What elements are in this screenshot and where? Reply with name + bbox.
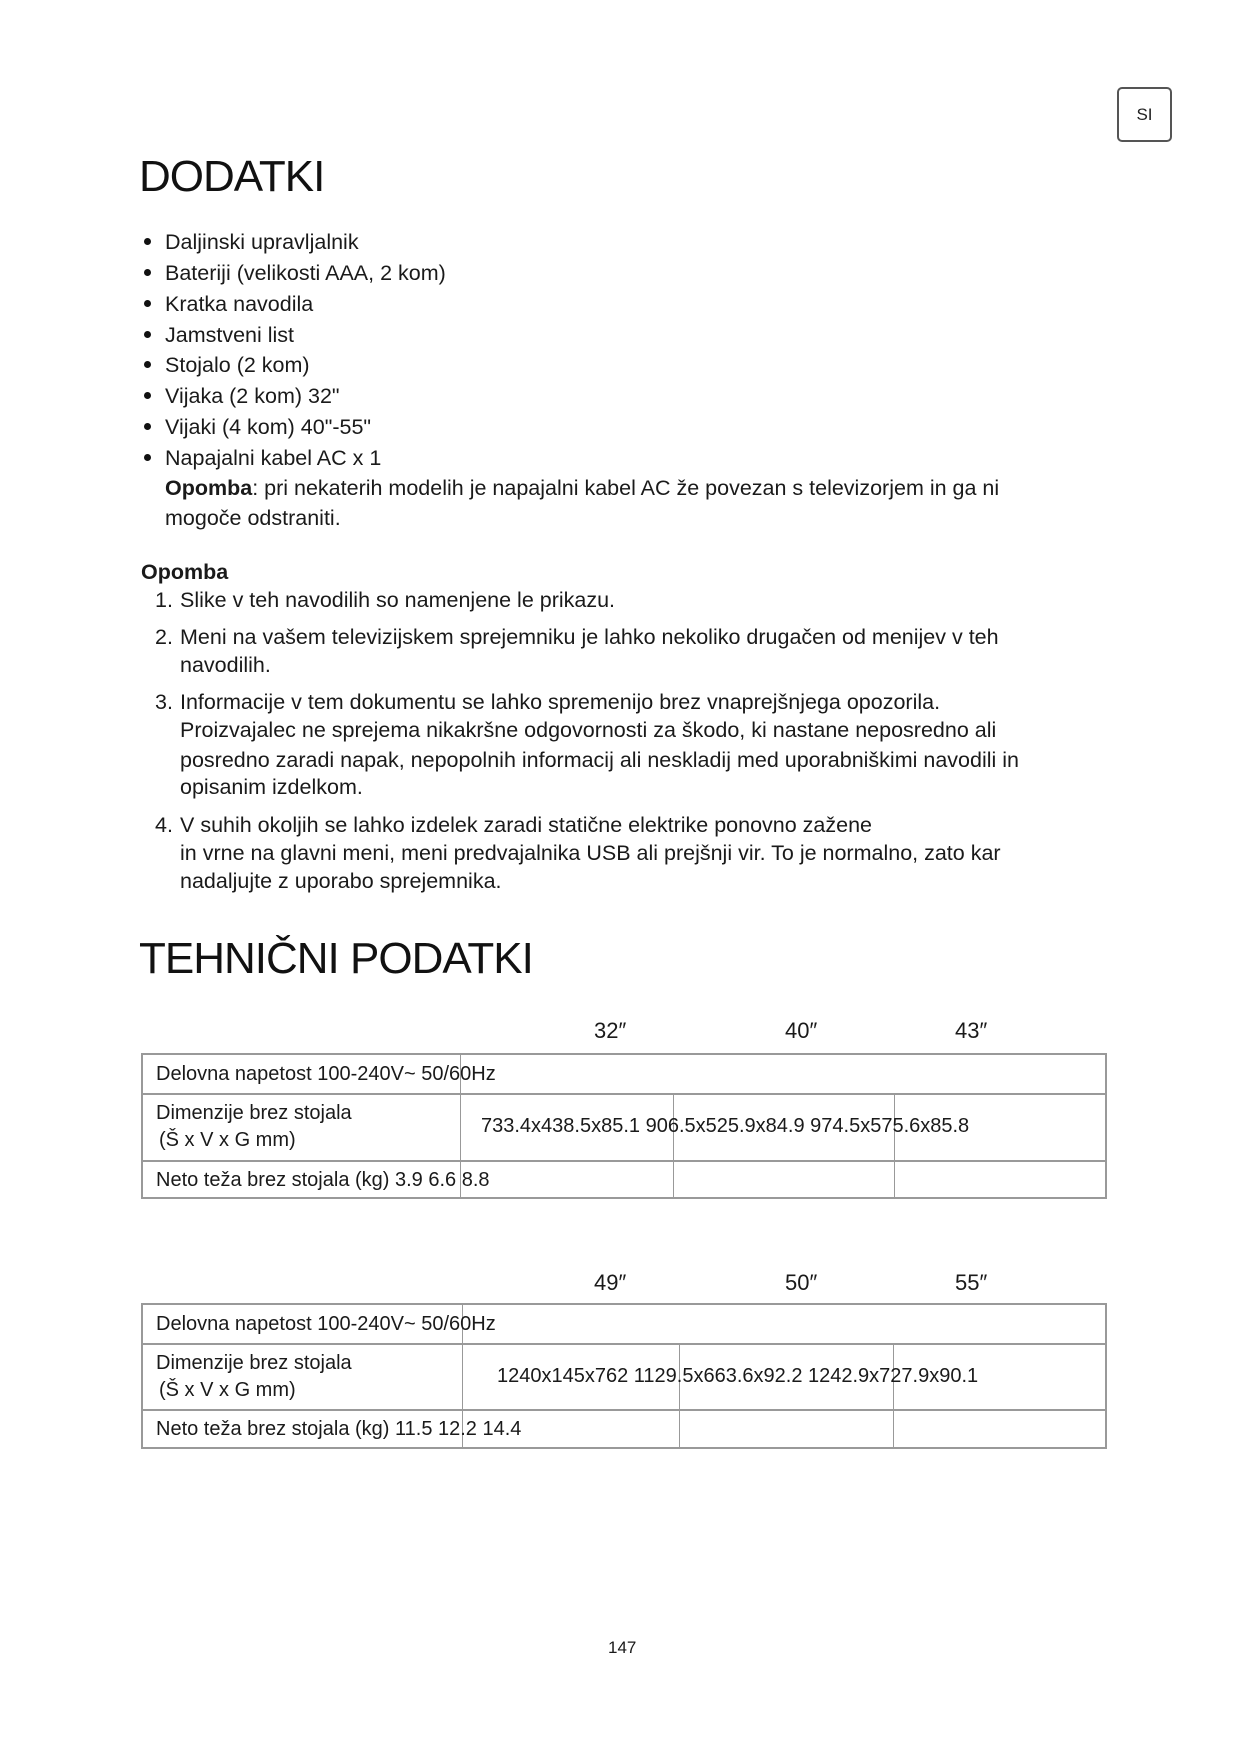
note-text-cont: mogoče odstraniti. — [165, 506, 341, 530]
bullet-icon — [144, 331, 151, 338]
dimensions-label: Dimenzije brez stojala — [156, 1352, 352, 1374]
voltage-cell: Delovna napetost 100-240V~ 50/60Hz — [156, 1313, 496, 1335]
size-header: 50″ — [785, 1270, 818, 1295]
specs-title: TEHNIČNI PODATKI — [139, 934, 533, 983]
dimensions-label: Dimenzije brez stojala — [156, 1102, 352, 1124]
bullet-icon — [144, 392, 151, 399]
row-divider — [143, 1343, 1105, 1345]
list-item: Daljinski upravljalnik — [165, 230, 359, 254]
accessories-title: DODATKI — [139, 152, 325, 201]
notes-heading: Opomba — [141, 560, 229, 584]
list-item: Bateriji (velikosti AAA, 2 kom) — [165, 261, 446, 285]
column-divider — [673, 1093, 674, 1197]
column-divider — [894, 1093, 895, 1197]
note-line: opisanim izdelkom. — [180, 775, 363, 799]
column-divider — [893, 1343, 894, 1447]
list-item: Kratka navodila — [165, 292, 314, 316]
note-number: 1. — [155, 588, 173, 612]
size-header: 49″ — [594, 1270, 627, 1295]
size-header: 43″ — [955, 1018, 988, 1043]
note-line: Meni na vašem televizijskem sprejemniku je lahko nekoliko drugačen od menijev v teh — [180, 625, 999, 649]
row-divider — [143, 1409, 1105, 1411]
note-line: nadaljujte z uporabo sprejemnika. — [180, 869, 502, 893]
size-header: 32″ — [594, 1018, 627, 1043]
list-item: Jamstveni list — [165, 323, 295, 347]
dimensions-values: 733.4x438.5x85.1 906.5x525.9x84.9 974.5x575.6x85.8 — [481, 1115, 970, 1137]
note-line: V suhih okoljih se lahko izdelek zaradi statične elektrike ponovno zažene — [180, 813, 872, 837]
size-header: 40″ — [785, 1018, 818, 1043]
size-header: 55″ — [955, 1270, 988, 1295]
row-divider — [143, 1093, 1105, 1095]
list-item: Vijaka (2 kom) 32" — [165, 384, 340, 408]
bullet-icon — [144, 238, 151, 245]
specs-table-1 — [141, 1053, 1107, 1199]
list-item: Vijaki (4 kom) 40"-55" — [165, 415, 372, 439]
bullet-icon — [144, 423, 151, 430]
weight-cell: Neto teža brez stojala (kg) 11.5 12.2 14.4 — [156, 1418, 522, 1440]
bullet-icon — [144, 361, 151, 368]
dimensions-units: (Š x V x G mm) — [159, 1379, 296, 1401]
specs-table-2 — [141, 1303, 1107, 1449]
note-line: Slike v teh navodilih so namenjene le prikazu. — [180, 588, 616, 612]
note-line: in vrne na glavni meni, meni predvajalnika USB ali prejšnji vir. To je normalno, zato kar — [180, 841, 1001, 865]
column-divider — [679, 1343, 680, 1447]
note-number: 2. — [155, 625, 173, 649]
voltage-cell: Delovna napetost 100-240V~ 50/60Hz — [156, 1063, 496, 1085]
list-item: Napajalni kabel AC x 1 — [165, 446, 382, 470]
note-number: 3. — [155, 690, 173, 714]
page-number: 147 — [608, 1638, 637, 1657]
accessories-note — [165, 473, 999, 503]
note-line: navodilih. — [180, 653, 271, 677]
bullet-icon — [144, 269, 151, 276]
note-number: 4. — [155, 813, 173, 837]
bullet-icon — [144, 454, 151, 461]
language-badge — [1117, 87, 1172, 142]
dimensions-units: (Š x V x G mm) — [159, 1129, 296, 1151]
list-item: Stojalo (2 kom) — [165, 353, 310, 377]
dimensions-values: 1240x145x762 1129.5x663.6x92.2 1242.9x727.9x90.1 — [497, 1365, 979, 1387]
note-line: Informacije v tem dokumentu se lahko spremenijo brez vnaprejšnjega opozorila. — [180, 690, 941, 714]
note-line: Proizvajalec ne sprejema nikakršne odgovornosti za škodo, ki nastane neposredno ali — [180, 718, 997, 742]
bullet-icon — [144, 300, 151, 307]
note-text: : pri nekaterih modelih je napajalni kabel AC že povezan s televizorjem in ga ni — [252, 476, 1000, 500]
row-divider — [143, 1160, 1105, 1162]
weight-cell: Neto teža brez stojala (kg) 3.9 6.6 8.8 — [156, 1169, 490, 1191]
language-code: SI — [1136, 104, 1153, 124]
note-line: posredno zaradi napak, nepopolnih informacij ali neskladij med uporabniškimi navodili in — [180, 748, 1019, 772]
note-label: Opomba — [165, 476, 253, 500]
